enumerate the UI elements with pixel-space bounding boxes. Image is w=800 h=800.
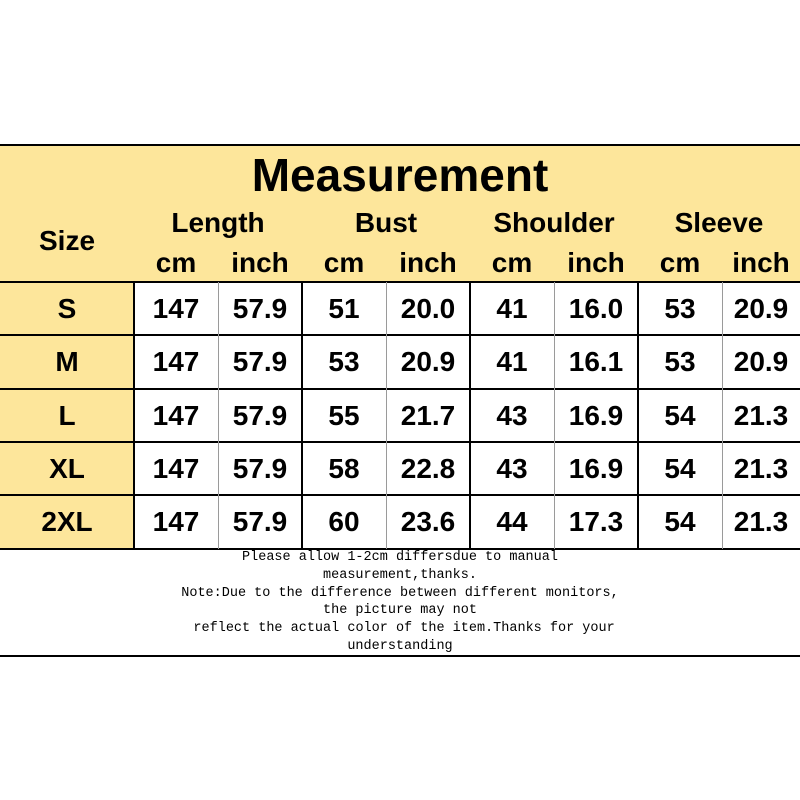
value-cell: 23.6: [400, 506, 456, 537]
unit-divider: [722, 282, 723, 549]
measurement-notes: [0, 549, 800, 655]
size-chart: [0, 145, 800, 657]
value-cell: 41: [496, 292, 528, 324]
row-divider: [0, 441, 800, 443]
value-cell: 55: [328, 399, 360, 431]
value-cell: 147: [152, 452, 200, 484]
note-line: Please allow 1-2cm differsdue to manual: [242, 550, 558, 565]
value-cell: 57.9: [232, 346, 288, 377]
unit-header-inch: inch: [567, 247, 625, 278]
value-cell: 147: [152, 399, 200, 431]
note-line: Note:Due to the difference between different monitors,: [181, 585, 619, 601]
note-line: measurement,thanks.: [323, 567, 477, 583]
unit-divider: [218, 282, 219, 549]
value-cell: 54: [664, 452, 696, 484]
value-cell: 17.3: [568, 506, 624, 537]
value-cell: 44: [496, 506, 528, 537]
value-cell: 16.0: [568, 292, 624, 324]
value-cell: 53: [664, 292, 696, 324]
group-header-length: Length: [171, 207, 265, 238]
value-cell: 20.9: [733, 292, 789, 324]
value-cell: 20.9: [400, 346, 456, 377]
value-cell: 147: [152, 346, 200, 377]
group-divider: [637, 282, 639, 549]
value-cell: 57.9: [232, 452, 288, 484]
value-cell: 57.9: [232, 506, 288, 537]
size-cell: XL: [49, 452, 85, 484]
value-cell: 43: [496, 399, 528, 431]
row-divider: [0, 281, 800, 283]
note-line: the picture may not: [323, 603, 477, 619]
unit-header-inch: inch: [399, 247, 457, 278]
note-line: reflect the actual color of the item.Thanks for your: [185, 621, 615, 637]
value-cell: 41: [496, 346, 528, 377]
unit-header-cm: cm: [659, 247, 701, 278]
unit-divider: [554, 282, 555, 549]
value-cell: 51: [328, 292, 360, 324]
table-top-border: [0, 144, 800, 146]
value-cell: 57.9: [232, 399, 288, 431]
value-cell: 54: [664, 506, 696, 537]
value-cell: 16.9: [568, 399, 624, 431]
value-cell: 21.3: [733, 506, 789, 537]
size-cell: 2XL: [41, 506, 93, 537]
value-cell: 21.3: [733, 452, 789, 484]
group-header-sleeve: Sleeve: [674, 207, 764, 238]
value-cell: 21.3: [733, 399, 789, 431]
row-divider: [0, 388, 800, 390]
value-cell: 16.9: [568, 452, 624, 484]
value-cell: 43: [496, 452, 528, 484]
unit-header-cm: cm: [491, 247, 533, 278]
size-cell: M: [55, 346, 79, 377]
unit-header-inch: inch: [732, 247, 790, 278]
value-cell: 20.0: [400, 292, 456, 324]
row-divider: [0, 334, 800, 336]
value-cell: 20.9: [733, 346, 789, 377]
unit-header-inch: inch: [231, 247, 289, 278]
value-cell: 147: [152, 506, 200, 537]
group-divider: [469, 282, 471, 549]
size-cell: S: [57, 292, 77, 324]
value-cell: 16.1: [568, 346, 624, 377]
column-divider: [133, 282, 135, 549]
unit-header-cm: cm: [155, 247, 197, 278]
value-cell: 60: [328, 506, 360, 537]
group-divider: [301, 282, 303, 549]
row-divider: [0, 494, 800, 496]
value-cell: 57.9: [232, 292, 288, 324]
value-cell: 147: [152, 292, 200, 324]
value-cell: 53: [328, 346, 360, 377]
note-line: understanding: [347, 638, 453, 654]
value-cell: 58: [328, 452, 360, 484]
value-cell: 54: [664, 399, 696, 431]
value-cell: 21.7: [400, 399, 456, 431]
value-cell: 53: [664, 346, 696, 377]
group-header-bust: Bust: [354, 207, 418, 238]
value-cell: 22.8: [400, 452, 456, 484]
size-header: Size: [38, 225, 96, 256]
unit-header-cm: cm: [323, 247, 365, 278]
chart-title: Measurement: [251, 149, 549, 201]
group-header-shoulder: Shoulder: [493, 207, 615, 238]
unit-divider: [386, 282, 387, 549]
size-cell: L: [58, 399, 76, 431]
